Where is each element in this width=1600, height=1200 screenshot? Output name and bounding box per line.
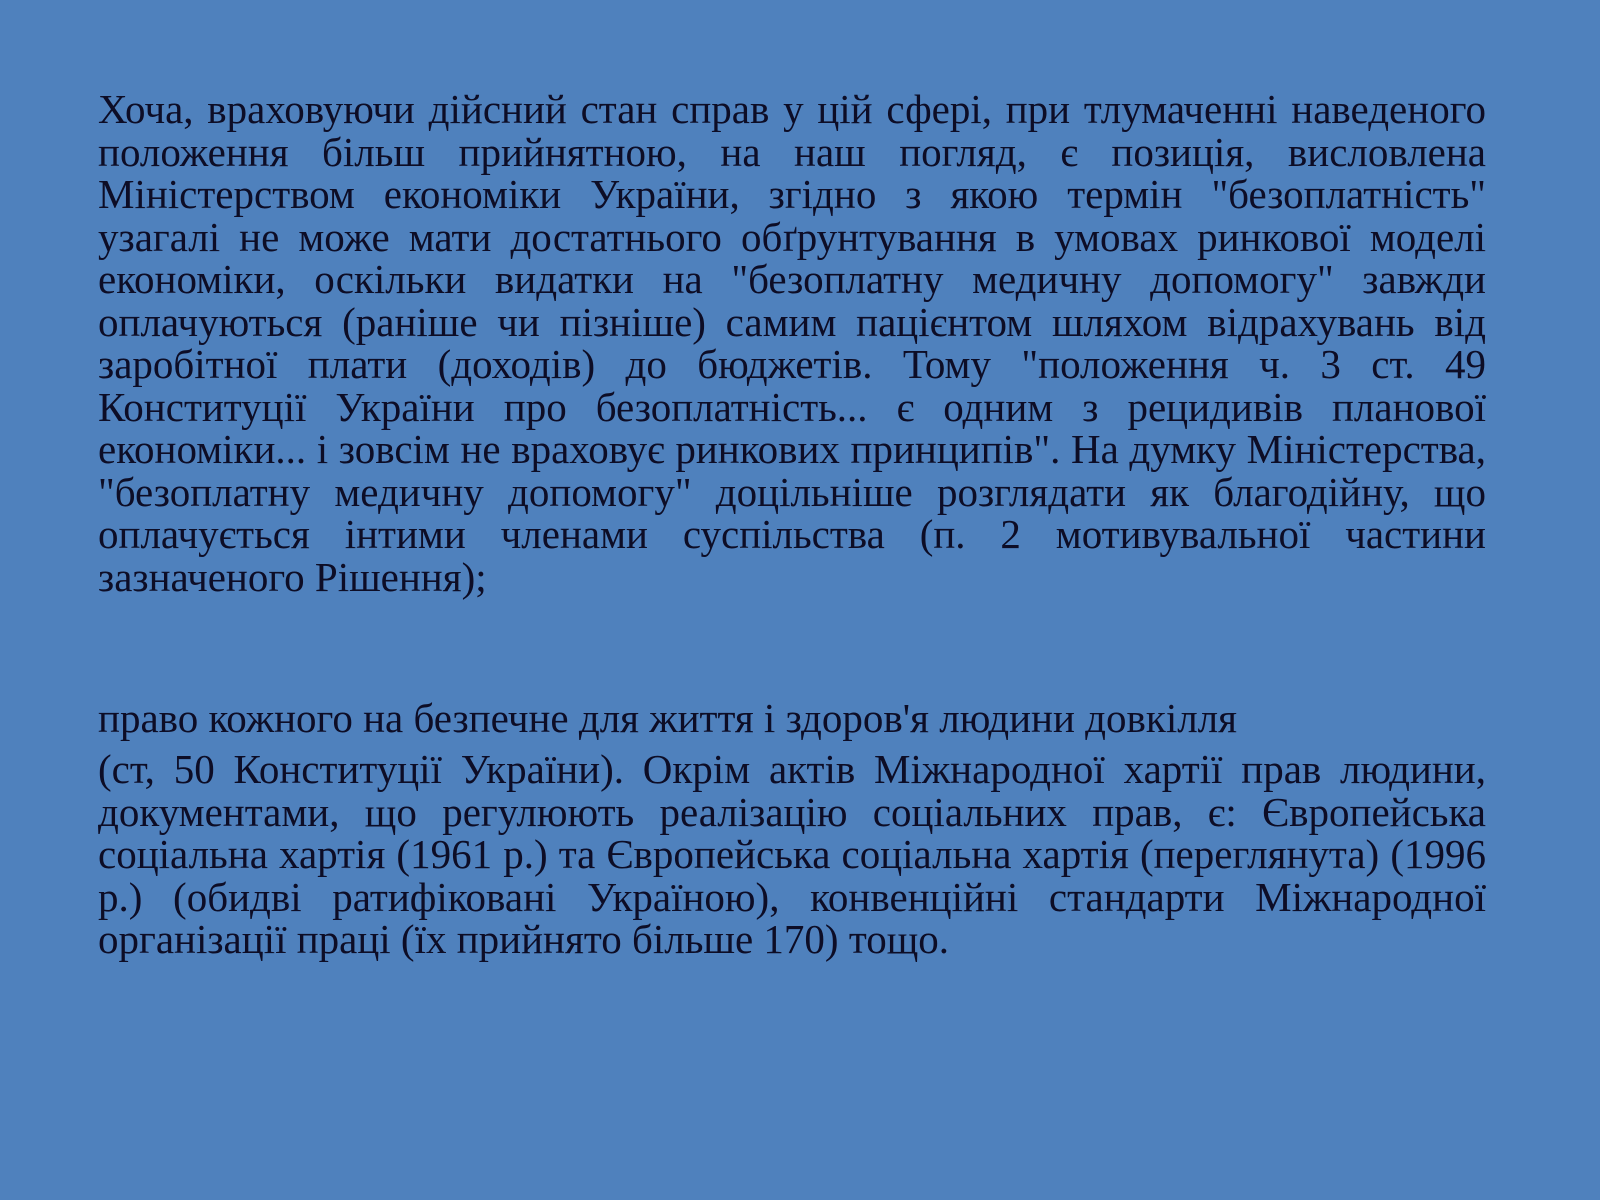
paragraph-international-documents: (ст, 50 Конституції України). Окрім актів Міжнародної хартії прав людини, документами, що регулюють реалізацію соціальних прав, є: Європейська соціальна хартія (1961 р.) та Європейська соціальна хартія (переглянута) (1996 р.) (обидві ратифіковані Україною), конвенційні стандарти Міжнародної організації праці (їх прийнято більше 170) тощо.	[98, 746, 1486, 962]
paragraph-free-medical-care: Хоча, враховуючи дійсний стан справ у цій сфері, при тлумаченні наведеного положення більш прийнятною, на наш погляд, є позиція, висловлена Міністерством економіки України, згідно з якою термін "безоплатність" узагалі не може мати достатнього обґрунтування в умовах ринкової моделі економіки, оскільки видатки на "безоплатну медичну допомогу" завжди оплачуються (раніше чи пізніше) самим пацієнтом шляхом відрахувань від заробітної плати (доходів) до бюджетів. Тому "положення ч. 3 ст. 49 Конституції України про безоплатність... є одним з рецидивів планової економіки... і зовсім не враховує ринкових принципів". На думку Міністерства, "безоплатну медичну допомогу" доцільніше розглядати як благодійну, що оплачується інтими членами суспільства (п. 2 мотивувальної частини зазначеного Рішення);	[98, 86, 1486, 600]
paragraph-environment-right: право кожного на безпечне для життя і здоров'я людини довкілля	[98, 695, 1237, 741]
